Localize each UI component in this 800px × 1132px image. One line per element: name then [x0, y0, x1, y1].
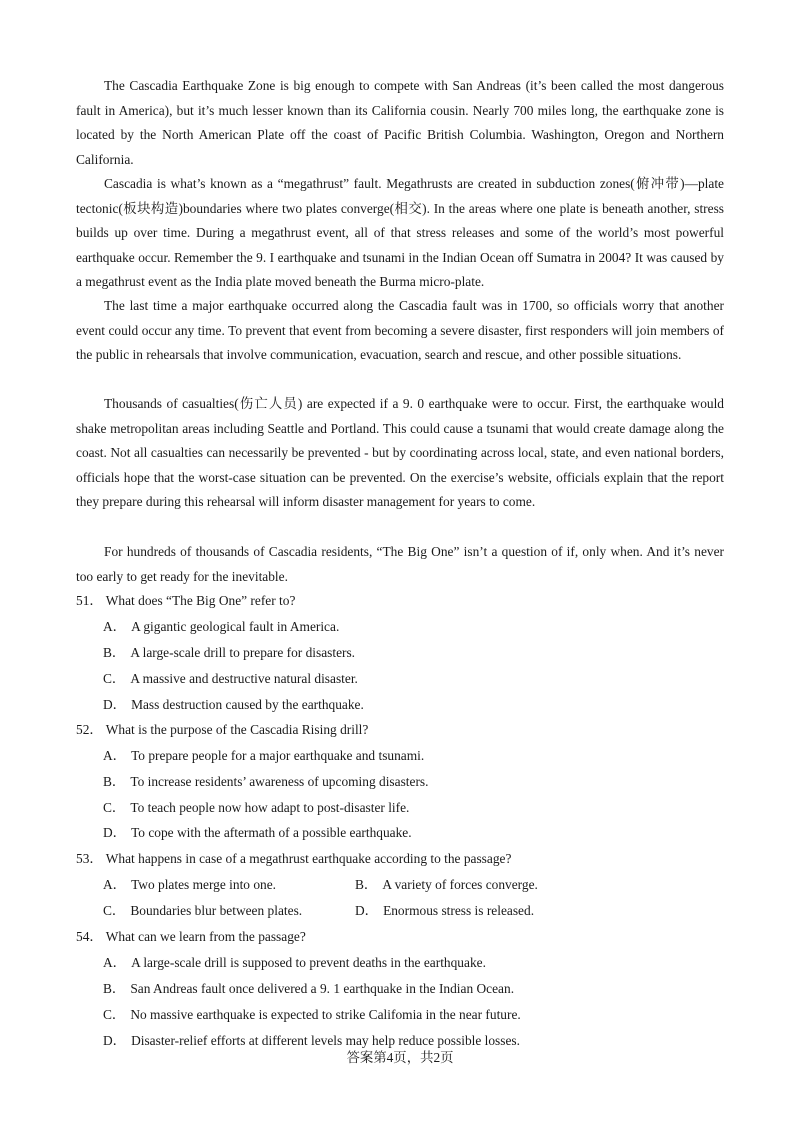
question-option[interactable] [103, 746, 424, 766]
question-option[interactable] [103, 823, 412, 843]
passage-paragraph: The last time a major earthquake occurred along the Cascadia fault was in 1700, so officials worry that another event could occur any time. To prevent that event from becoming a severe disaster, first responders will join members of the public in rehearsals that involve communication, evacuation, search and rescue, and other possible situations. [76, 298, 724, 362]
option-text: San Andreas fault once delivered a 9. 1 earthquake in the Indian Ocean. [130, 981, 515, 996]
passage-paragraph: Thousands of casualties(伤亡人员) are expected if a 9. 0 earthquake were to occur. First, the earthquake would shake metropolitan areas including Seattle and Portland. This could cause a tsunami that would create damage along the coast. Not all casualties can necessarily be prevented - but by coordinating across local, state, and even national borders, officials hope that the worst-case situation can be prevented. On the exercise’s website, officials explain that the report they prepare during this rehearsal will inform disaster management for years to come. [76, 396, 724, 509]
passage-paragraph: Cascadia is what’s known as a “megathrust” fault. Megathrusts are created in subduction zones(俯冲带)—plate tectonic(板块构造)boundaries where two plates converge(相交). In the areas where one plate is beneath another, stress builds up over time. During a megathrust event, all of that stress releases and some of the world’s most powerful earthquake occur. Remember the 9. I earthquake and tsunami in the Indian Ocean off Sumatra in 2004? It was caused by a megathrust event as the India plate moved beneath the Burma micro-plate. [76, 176, 724, 289]
question-52 [76, 720, 724, 740]
question-stem: What does “The Big One” refer to? [105, 593, 296, 608]
question-number: 52． [76, 722, 103, 737]
option-text: A variety of forces converge. [382, 877, 538, 892]
option-letter: A． [103, 877, 127, 892]
option-letter: B． [103, 981, 126, 996]
question-option[interactable] [103, 669, 358, 689]
option-text: Two plates merge into one. [131, 877, 277, 892]
option-text: To teach people now how adapt to post-disaster life. [130, 800, 410, 815]
option-letter: C． [103, 1007, 126, 1022]
question-option[interactable] [355, 901, 534, 921]
question-number: 54． [76, 929, 103, 944]
option-text: A gigantic geological fault in America. [131, 619, 340, 634]
question-option[interactable] [103, 798, 409, 818]
option-letter: B． [103, 645, 126, 660]
option-letter: C． [103, 903, 126, 918]
question-stem: What can we learn from the passage? [105, 929, 306, 944]
option-letter: D． [103, 1033, 127, 1048]
passage-paragraph: For hundreds of thousands of Cascadia residents, “The Big One” isn’t a question of if, only when. And it’s never too early to get ready for the inevitable. [76, 544, 724, 584]
question-53 [76, 849, 724, 869]
option-text: Enormous stress is released. [383, 903, 535, 918]
option-letter: A． [103, 955, 127, 970]
option-letter: A． [103, 619, 127, 634]
option-text: A large-scale drill to prepare for disasters. [130, 645, 356, 660]
option-text: Disaster-relief efforts at different levels may help reduce possible losses. [131, 1033, 520, 1048]
question-option[interactable] [103, 953, 486, 973]
page-footer: 答案第4页，共2页 [346, 1050, 454, 1065]
question-number: 51． [76, 593, 103, 608]
question-option[interactable] [103, 617, 339, 637]
question-option[interactable] [103, 1005, 521, 1025]
question-option[interactable] [103, 695, 364, 715]
option-letter: D． [355, 903, 379, 918]
option-letter: C． [103, 671, 126, 686]
option-letter: B． [103, 774, 126, 789]
passage-paragraph: The Cascadia Earthquake Zone is big enough to compete with San Andreas (it’s been called the most dangerous fault in America), but it’s much lesser known than its California cousin. Nearly 700 miles long, the earthquake zone is located by the North American Plate off the coast of Pacific British Columbia. Washington, Oregon and Northern California. [76, 78, 724, 167]
question-number: 53． [76, 851, 103, 866]
option-text: A massive and destructive natural disaster. [130, 671, 358, 686]
option-text: No massive earthquake is expected to strike Califomia in the near future. [130, 1007, 521, 1022]
question-option[interactable] [103, 643, 355, 663]
option-text: To prepare people for a major earthquake and tsunami. [131, 748, 425, 763]
question-stem: What happens in case of a megathrust earthquake according to the passage? [105, 851, 512, 866]
question-51 [76, 591, 724, 611]
option-letter: C． [103, 800, 126, 815]
option-letter: B． [355, 877, 378, 892]
option-text: To increase residents’ awareness of upcoming disasters. [130, 774, 429, 789]
option-text: Mass destruction caused by the earthquake. [131, 697, 364, 712]
question-option[interactable] [355, 875, 538, 895]
option-letter: D． [103, 825, 127, 840]
option-letter: A． [103, 748, 127, 763]
question-stem: What is the purpose of the Cascadia Rising drill? [105, 722, 369, 737]
question-54 [76, 927, 724, 947]
option-text: A large-scale drill is supposed to prevent deaths in the earthquake. [131, 955, 486, 970]
question-option[interactable] [103, 979, 514, 999]
question-option[interactable] [103, 875, 276, 895]
option-text: To cope with the aftermath of a possible earthquake. [131, 825, 412, 840]
option-letter: D． [103, 697, 127, 712]
question-option[interactable] [103, 901, 302, 921]
question-option[interactable] [103, 772, 428, 792]
option-text: Boundaries blur between plates. [130, 903, 303, 918]
